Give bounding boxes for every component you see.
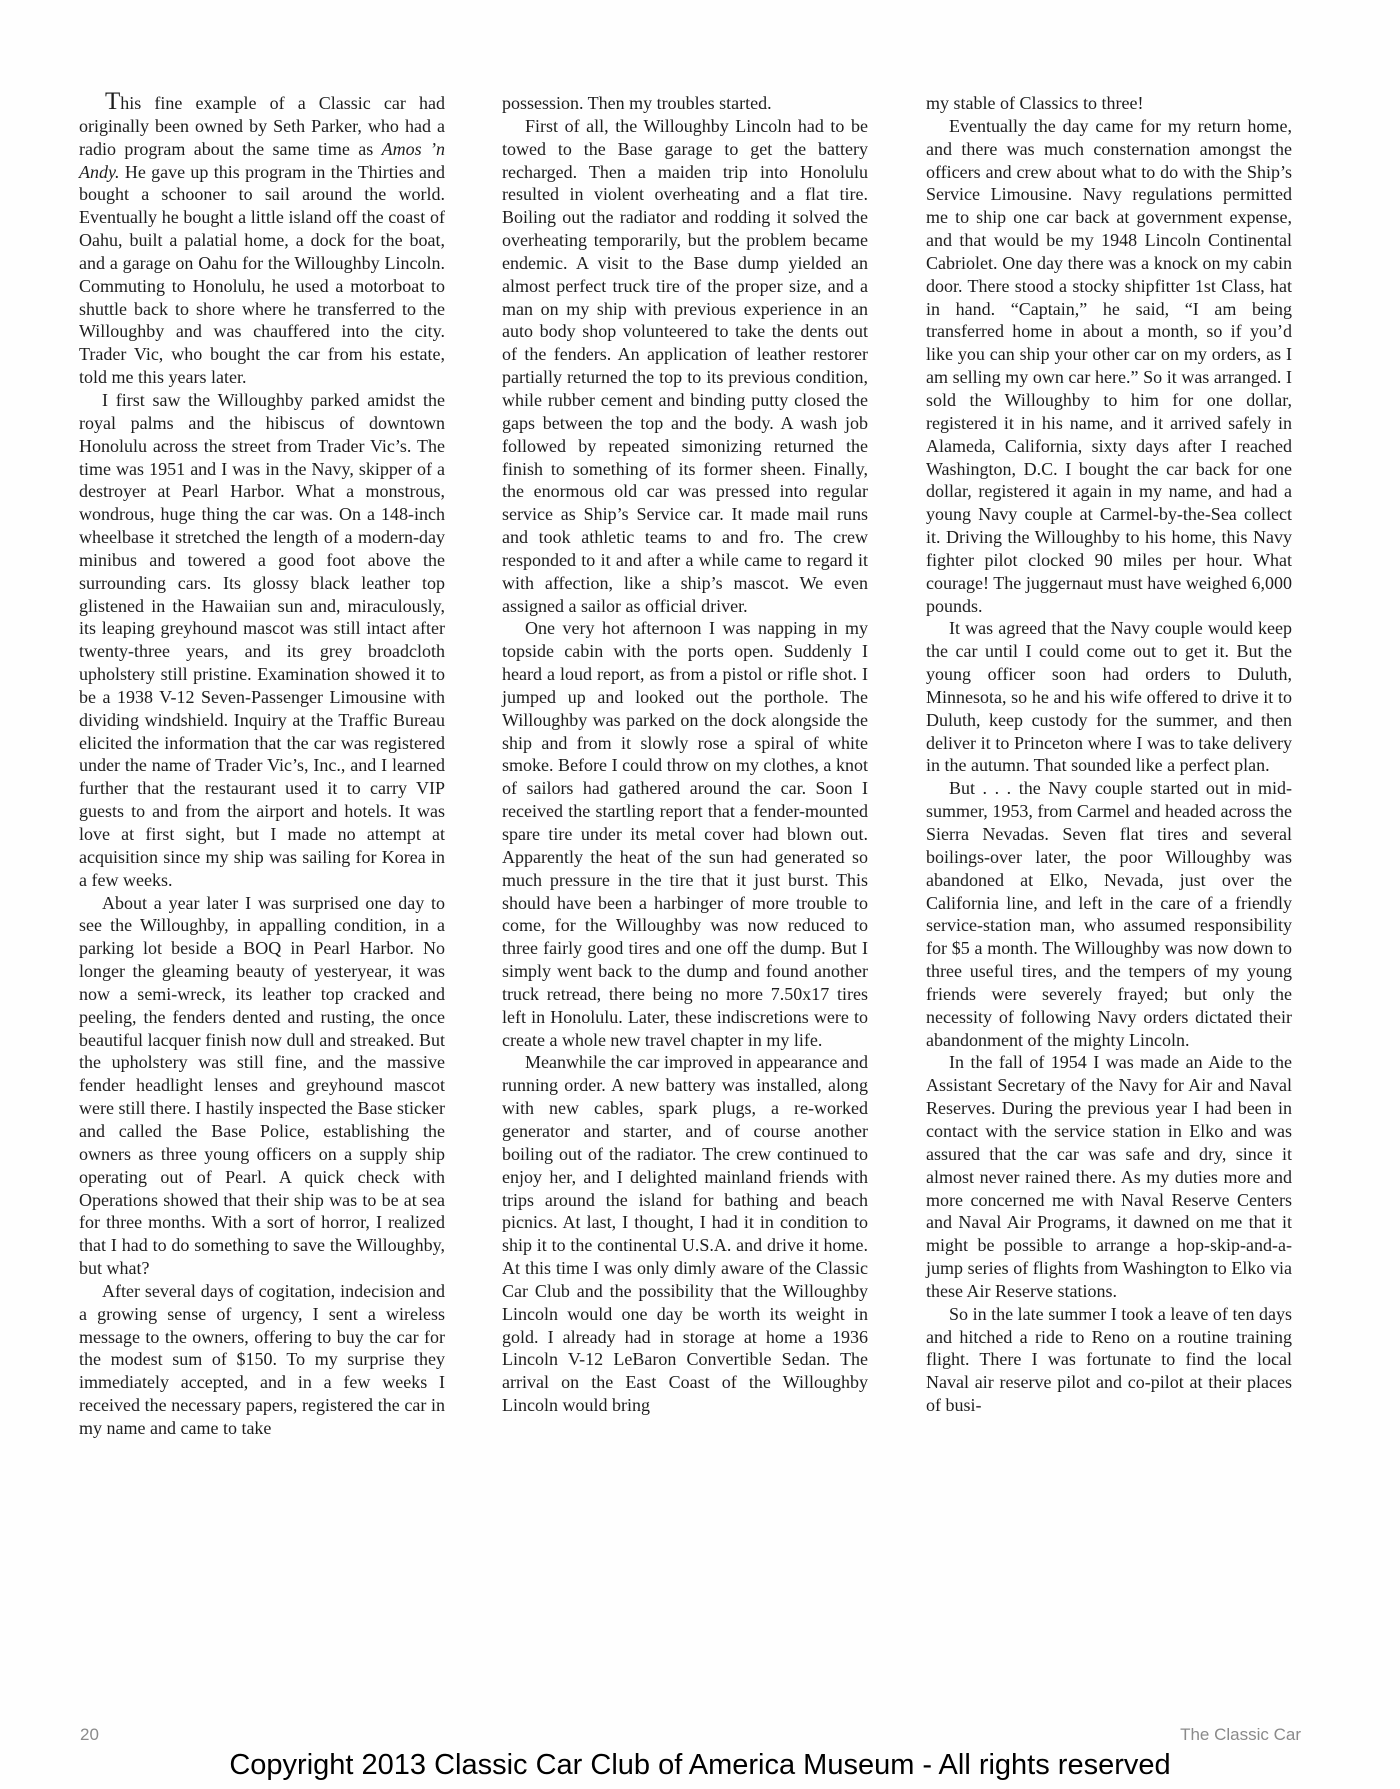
article-paragraph: In the fall of 1954 I was made an Aide to the Assistant Secretary of the Navy for Air and Naval Reserves. During the previous year I had been in contact with the service station in Elko and was assured that the car was safe and dry, since it almost never rained there. As my duties more and more concerned me with Naval Reserve Centers and Naval Air Programs, it dawned on me that it might be possible to arrange a hop-skip-and-a-jump series of flights from Washington to Elko via these Air Reserve stations. [926,1052,1292,1301]
article-paragraph: First of all, the Willoughby Lincoln had to be towed to the Base garage to get the battery recharged. Then a maiden trip into Honolulu resulted in violent overheating and a flat tire. Boiling out the radiator and rodding it solved the overheating temporarily, but the problem became endemic. A visit to the Base dump yielded an almost perfect truck tire of the proper size, and a man on my ship with previous experience in an auto body shop volunteered to take the dents out of the fenders. An application of leather restorer partially returned the top to its previous condition, while rubber cement and binding putty closed the gaps between the top and the body. A wash job followed by repeated simonizing returned the finish to something of its former sheen. Finally, the enormous old car was pressed into regular service as Ship’s Service car. It made mail runs and took athletic teams to and fro. The crew responded to it and after a while came to regard it with affection, like a ship’s mascot. We even assigned a sailor as official driver. [502,115,868,616]
paragraph-text: He gave up this program in the Thirties and bought a schooner to sail around the world. Eventually he bought a little island off the coast of Oahu, built a palatial home, a dock for the boat, and a garage on Oahu for the Willoughby Lincoln. Commuting to Honolulu, he used a motorboat to shuttle back to shore where he transferred to the Willoughby and was chauffered into the city. Trader Vic, who bought the car from his estate, told me this years later. [79,161,445,388]
article-paragraph: Eventually the day came for my return home, and there was much consternation amongst the officers and crew about what to do with the Ship’s Service Limousine. Navy regulations permitted me to ship one car back at government expense, and that would be my 1948 Lincoln Continental Cabriolet. One day there was a knock on my cabin door. There stood a stocky shipfitter 1st Class, hat in hand. “Captain,” he said, “I am being transferred home in about a month, so if you’d like you can ship your other car on my orders, as I am selling my own car here.” So it was arranged. I sold the Willoughby to him for one dollar, registered it in his name, and it arrived safely in Alameda, California, sixty days after I reached Washington, D.C. I bought the car back for one dollar, registered it again in my name, and had a young Navy couple at Carmel-by-the-Sea collect it. Driving the Willoughby to his home, this Navy fighter pilot clocked 90 miles per hour. What courage! The juggernaut must have weighed 6,000 pounds. [926,115,1292,616]
article-paragraph: Meanwhile the car improved in appearance and running order. A new battery was installed, along with new cables, spark plugs, a re-worked generator and starter, and of course another boiling out of the radiator. The crew continued to enjoy her, and I delighted mainland friends with trips around the island for bathing and beach picnics. At last, I thought, I had it in condition to ship it to the continental U.S.A. and drive it home. At this time I was only dimly aware of the Classic Car Club and the possibility that the Willoughby Lincoln would one day be worth its weight in gold. I already had in storage at home a 1936 Lincoln V-12 LeBaron Convertible Sedan. The arrival on the East Coast of the Willoughby Lincoln would bring [502,1052,868,1416]
article-column-2 [502,92,868,1417]
article-paragraph: my stable of Classics to three! [926,93,1144,113]
article-paragraph: So in the late summer I took a leave of ten days and hitched a ride to Reno on a routine training flight. There I was fortunate to find the local Naval air reserve pilot and co-pilot at their places of busi- [926,1303,1292,1416]
article-paragraph: But . . . the Navy couple started out in mid-summer, 1953, from Carmel and headed across the Sierra Nevadas. Seven flat tires and several boilings-over later, the poor Willoughby was abandoned at Elko, Nevada, just over the California line, and left in the care of a friendly service-station man, who assumed responsibility for $5 a month. The Willoughby was now down to three useful tires, and the tempers of my young friends were severely frayed; but only the necessity of following Navy orders dictated their abandonment of the mighty Lincoln. [926,778,1292,1050]
page-number: 20 [80,1725,99,1744]
article-paragraph: It was agreed that the Navy couple would keep the car until I could come out to get it. But the young officer soon had orders to Duluth, Minnesota, so he and his wife offered to drive it to Duluth, keep custody for the summer, and then deliver it to Princeton where I was to take delivery in the autumn. That sounded like a perfect plan. [926,618,1292,776]
paragraph-text: his fine example of a Classic car had originally been owned by Seth Parker, who had a radio program about the same time as [79,93,445,159]
article-paragraph: After several days of cogitation, indecision and a growing sense of urgency, I sent a wireless message to the owners, offering to buy the car for the modest sum of $150. To my surprise they immediately accepted, and in a few weeks I received the necessary papers, registered the car in my name and came to take [79,1280,445,1438]
article-column-3 [926,92,1292,1417]
article-paragraph [79,88,445,389]
article-paragraph: I first saw the Willoughby parked amidst the royal palms and the hibiscus of downtown Honolulu across the street from Trader Vic’s. The time was 1951 and I was in the Navy, skipper of a destroyer at Pearl Harbor. What a monstrous, wondrous, huge thing the car was. On a 148-inch wheelbase it stretched the length of a modern-day minibus and towered a good foot above the surrounding cars. Its glossy black leather top glistened in the Hawaiian sun and, miraculously, its leaping greyhound mascot was still intact after twenty-three years, and its grey broadcloth upholstery still pristine. Examination showed it to be a 1938 V-12 Seven-Passenger Limousine with dividing windshield. Inquiry at the Traffic Bureau elicited the information that the car was registered under the name of Trader Vic’s, Inc., and I learned further that the restaurant used it to carry VIP guests to and from the airport and hotels. It was love at first sight, but I made no attempt at acquisition since my ship was sailing for Korea in a few weeks. [79,389,445,890]
article-paragraph: About a year later I was surprised one day to see the Willoughby, in appalling condition, in a parking lot beside a BOQ in Pearl Harbor. No longer the gleaming beauty of yesteryear, it was now a semi-wreck, its leather top cracked and peeling, the fenders dented and rusting, the once beautiful lacquer finish now dull and streaked. But the upholstery was still fine, and the massive fender headlight lenses and greyhound mascot were still there. I hastily inspected the Base sticker and called the Base Police, establishing the owners as three young officers on a supply ship operating out of Pearl. A quick check with Operations showed that their ship was to be at sea for three months. With a sort of horror, I realized that I had to do something to save the Willoughby, but what? [79,892,445,1279]
radio-show-title: Amos ’n Andy. [79,138,445,182]
publication-name: The Classic Car [1180,1725,1301,1744]
copyright-notice: Copyright 2013 Classic Car Club of America Museum - All rights reserved [229,1749,1171,1781]
article-column-1 [79,88,445,1440]
article-paragraph: possession. Then my troubles started. [502,93,772,113]
article-paragraph: One very hot afternoon I was napping in my topside cabin with the ports open. Suddenly I heard a loud report, as from a pistol or rifle shot. I jumped up and looked out the porthole. The Willoughby was parked on the dock alongside the ship and from it slowly rose a spiral of white smoke. Before I could throw on my clothes, a knot of sailors had gathered around the car. Soon I received the startling report that a fender-mounted spare tire under its metal cover had blown out. Apparently the heat of the sun had generated so much pressure in the tire that it just burst. This should have been a harbinger of more trouble to come, for the Willoughby was now reduced to three fairly good tires and one off the dump. But I simply went back to the dump and found another truck retread, there being no more 7.50x17 tires left in Honolulu. Later, these indiscretions were to create a whole new travel chapter in my life. [502,618,868,1050]
drop-cap: T [105,88,121,115]
